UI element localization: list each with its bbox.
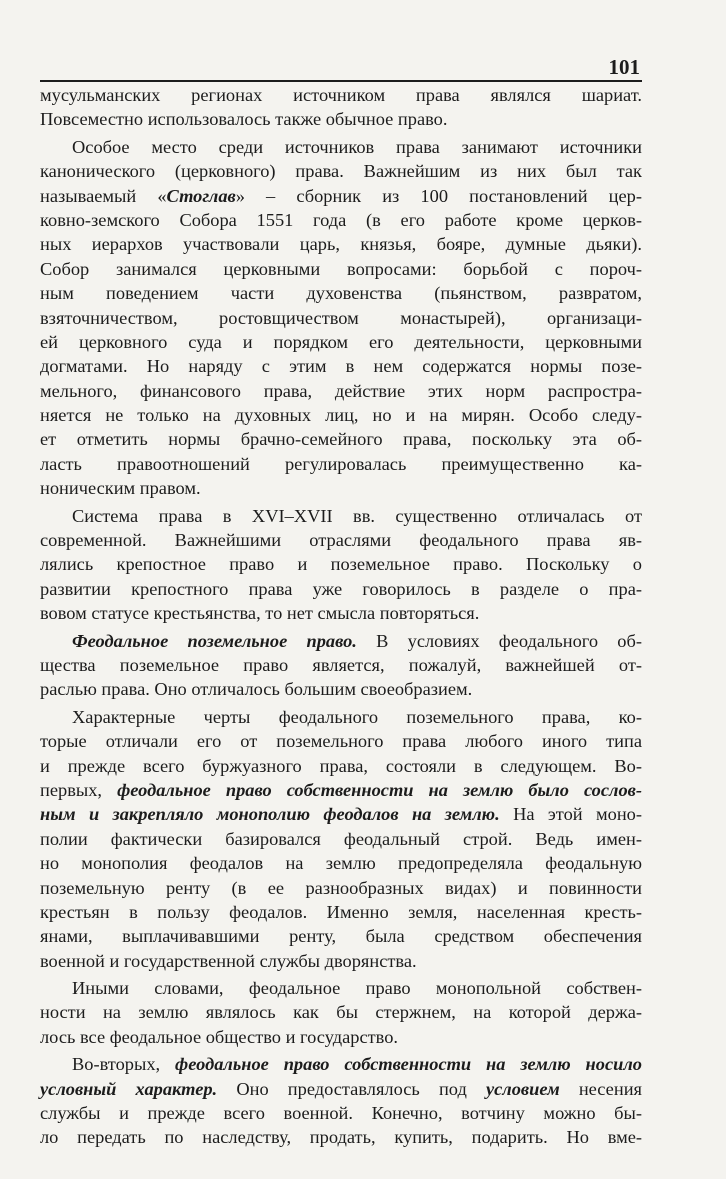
paragraph-2 [40,135,642,501]
text-line: ным поведением части духовенства (пьянством, развратом, [40,283,642,304]
emphasis-text: ным и закрепляло монополию феодалов на землю. [40,804,500,825]
text-line: лялись крепостное право и поземельное право. Поскольку о [40,554,642,575]
text-line: Собор занимался церковными вопросами: борьбой с пороч- [40,258,642,279]
text-line: современной. Важнейшими отраслями феодального права яв- [40,530,642,551]
text-line: и прежде всего буржуазного права, состояли в следующем. Во- [40,755,642,776]
quote-mark: » [235,185,245,206]
text-line: вовом статусе крестьянства, то нет смысла повторяться. [40,603,480,624]
text-line: ет отметить нормы брачно-семейного права, поскольку эта об- [40,429,642,450]
paragraph-6 [40,976,642,1049]
text-line: ных иерархов участвовали царь, князья, бояре, думные дьяки). [40,234,642,255]
paragraph-3 [40,504,642,626]
text-line: торые отличали его от поземельного права любого иного типа [40,731,642,752]
text-line: лось все феодальное общество и государство. [40,1026,398,1047]
text-line [40,778,642,802]
emphasis-text: условием [485,1078,560,1099]
paragraph-5 [40,705,642,973]
text-line: Особое место среди источников права занимают источники [72,136,642,157]
text-line: взяточничеством, ростовщичеством монастырей), организаци- [40,307,642,328]
text-line: няется не только на духовных лиц, но и на мирян. Особо следу- [40,405,642,426]
text-fragment: несения [559,1078,642,1099]
text-fragment: На этой моно- [499,804,642,825]
text-line [40,629,642,653]
stoglav-term [157,186,245,206]
text-line: щества поземельное право является, пожалуй, важнейшей от- [40,654,642,675]
text-line [40,1052,642,1076]
emphasis-text: условный характер. [40,1078,218,1099]
text-line: ковно-земского Собора 1551 года (в его работе кроме церков- [40,209,642,230]
text-line: янами, выплачивавшими ренту, была средством обеспечения [40,926,642,947]
text-line: ноническим правом. [40,478,201,499]
paragraph-7 [40,1052,642,1150]
text-line: Система права в XVI–XVII вв. существенно отличалась от [72,505,642,526]
stoglav-title: Стоглав [166,185,236,206]
text-line: службы и прежде всего военной. Конечно, вотчину можно бы- [40,1103,642,1124]
text-line [40,1077,642,1101]
text-line: ло передать по наследству, продать, купить, подарить. Но вме- [40,1127,642,1148]
text-fragment: В условиях феодального об- [356,630,642,651]
text-line: мусульманских регионах источником права являлся шариат. [40,85,642,105]
page-number: 101 [608,55,640,79]
text-fragment: Во-вторых, [72,1054,176,1075]
paragraph-4 [40,629,642,702]
text-line: раслью права. Оно отличалось большим своеобразием. [40,679,473,700]
text-line: Характерные черты феодального поземельного права, ко- [72,706,642,727]
text-line: ей церковного суда и порядком его деятельности, церковными [40,331,642,352]
text-line: крестьян в пользу феодалов. Именно земля, населенная кресть- [40,901,642,922]
text-line [40,184,642,208]
text-line: военной и государственной службы дворянства. [40,950,417,971]
text-line: мельного, финансового права, действие этих норм распростра- [40,380,642,401]
section-heading: Феодальное поземельное право. [72,630,357,651]
paragraph-1 [40,83,642,132]
text-line: развитии крепостного права уже говорилось в разделе о пра- [40,578,642,599]
text-fragment: называемый [40,185,158,206]
emphasis-text: феодальное право собственности на землю носило [175,1054,642,1075]
header-rule [40,80,642,82]
quote-mark: « [157,185,167,206]
text-line: ности на землю являлось как бы стержнем, на которой держа- [40,1002,642,1023]
text-line: но монополия феодалов на землю предопределяла феодальную [40,853,642,874]
text-line: догматами. Но наряду с этим в нем содержатся нормы позе- [40,356,642,377]
body-text [40,83,642,1150]
text-line [40,802,642,826]
text-line: полии фактически базировался феодальный строй. Ведь имен- [40,828,642,849]
text-line: канонического (церковного) права. Важнейшим из них был так [40,161,642,182]
text-line: ласть правоотношений регулировалась преимущественно ка- [40,453,642,474]
text-fragment: – сборник из 100 постановлений цер- [244,185,642,206]
text-line: Иными словами, феодальное право монопольной собствен- [72,978,642,999]
text-fragment: Оно предоставлялось под [217,1078,486,1099]
text-line: Повсеместно использовалось также обычное право. [40,109,448,130]
text-line: поземельную ренту (в ее разнообразных видах) и повинности [40,877,642,898]
emphasis-text: феодальное право собственности на землю было сослов- [117,779,642,800]
text-fragment: первых, [40,779,118,800]
